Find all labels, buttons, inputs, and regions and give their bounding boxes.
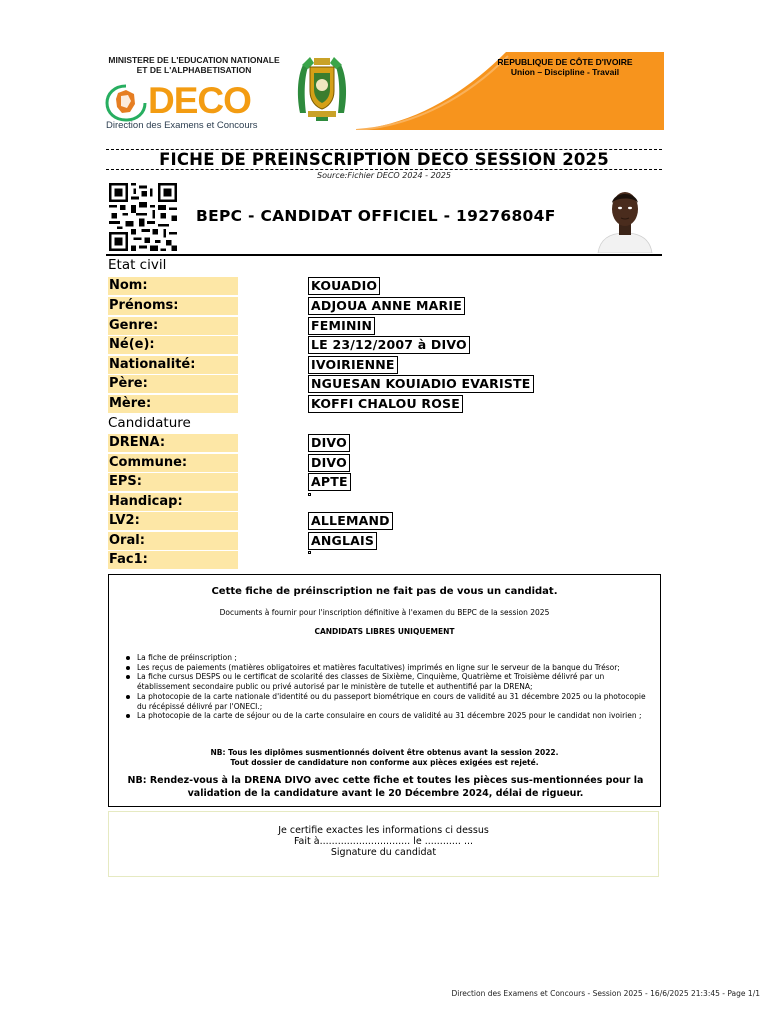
value-naissance: LE 23/12/2007 à DIVO (308, 336, 470, 354)
nb-diplomas-line-2: Tout dossier de candidature non conforme aux pièces exigées est rejeté. (230, 758, 539, 767)
value-lv2: ALLEMAND (308, 512, 393, 530)
label-commune: Commune: (108, 454, 238, 472)
nb-diplomas (109, 748, 660, 768)
label-fac1: Fac1: (108, 551, 238, 569)
value-mere: KOFFI CHALOU ROSE (308, 395, 463, 413)
deco-logo (104, 80, 264, 132)
section-candidature: Candidature (108, 415, 191, 431)
certification-box (108, 811, 659, 877)
header-divider (106, 254, 662, 256)
value-oral: ANGLAIS (308, 532, 377, 550)
republic-motto: Union – Discipline - Travail (510, 67, 620, 77)
label-pere: Père: (108, 375, 238, 393)
value-pere: NGUESAN KOUIADIO EVARISTE (308, 375, 534, 393)
certification-place-date: Fait à.............................. le ............ ... (293, 836, 474, 847)
notice-subtitle: Documents à fournir pour l'inscription définitive à l'examen du BEPC de la session 2025 (219, 608, 550, 617)
source-note: Source:Fichier DECO 2024 - 2025 (317, 171, 451, 180)
ministry-line-2: ET DE L'ALPHABETISATION (136, 65, 252, 75)
label-nationalite: Nationalité: (108, 356, 238, 374)
certification-signature: Signature du candidat (330, 847, 437, 858)
nb-diplomas-line-1: NB: Tous les diplômes susmentionnés doivent être obtenus avant la session 2022. (210, 748, 559, 757)
value-nationalite: IVOIRIENNE (308, 356, 398, 374)
republic-header (470, 57, 660, 77)
ministry-name (104, 55, 284, 75)
list-item: La photocopie de la carte de séjour ou de la carte consulaire en cours de validité au 31 décembre 2025 pour le candidat non ivoirien ; (125, 711, 657, 721)
qr-code-icon (107, 183, 179, 251)
logo-text: DECO (148, 80, 251, 121)
label-lv2: LV2: (108, 512, 238, 530)
notice-candidates: CANDIDATS LIBRES UNIQUEMENT (314, 627, 455, 636)
label-eps: EPS: (108, 473, 238, 491)
value-drena: DIVO (308, 434, 350, 452)
value-handicap (308, 493, 311, 496)
label-drena: DRENA: (108, 434, 238, 452)
value-fac1 (308, 551, 311, 554)
value-eps: APTE (308, 473, 351, 491)
page-footer: Direction des Examens et Concours - Session 2025 - 16/6/2025 21:3:45 - Page 1/1 (451, 989, 760, 998)
section-etat-civil: Etat civil (108, 257, 167, 273)
ministry-line-1: MINISTERE DE L'EDUCATION NATIONALE (108, 55, 280, 65)
list-item: La photocopie de la carte nationale d'identité ou du passeport biométrique en cours de validité au 31 décembre 2025 ou la photocopie du récépissé délivré par l'ONECI.; (125, 692, 657, 711)
deco-map-icon (104, 82, 148, 122)
list-item: La fiche cursus DESPS ou le certificat de scolarité des classes de Sixième, Cinquième, Quatrième et Troisième délivré par un établissement secondaire public ou privé autorisé par le ministère de tutelle et authentifié par la DRENA; (125, 672, 657, 691)
label-mere: Mère: (108, 395, 238, 413)
candidate-title: BEPC - CANDIDAT OFFICIEL - 19276804F (196, 207, 556, 225)
notice-title: Cette fiche de préinscription ne fait pas de vous un candidat. (211, 586, 558, 597)
nb-drena: NB: Rendez-vous à la DRENA DIVO avec cette fiche et toutes les pièces sus-mentionnées pour la validation de la candidature avant le 20 Décembre 2024, délai de rigueur. (127, 775, 644, 799)
page-title: FICHE DE PREINSCRIPTION DECO SESSION 2025 (159, 150, 609, 169)
title-divider-bottom (106, 169, 662, 170)
republic-name: REPUBLIQUE DE CÔTE D'IVOIRE (497, 57, 633, 67)
list-item: La fiche de préinscription ; (125, 653, 657, 663)
certification-text: Je certifie exactes les informations ci dessus (278, 825, 489, 836)
label-nom: Nom: (108, 277, 238, 295)
list-item: Les reçus de paiements (matières obligatoires et matières facultatives) imprimés en ligne sur le serveur de la banque du Trésor; (125, 663, 657, 673)
label-genre: Genre: (108, 317, 238, 335)
coat-of-arms-icon (290, 53, 354, 123)
value-prenoms: ADJOUA ANNE MARIE (308, 297, 465, 315)
value-commune: DIVO (308, 454, 350, 472)
value-genre: FEMININ (308, 317, 375, 335)
label-prenoms: Prénoms: (108, 297, 238, 315)
label-naissance: Né(e): (108, 336, 238, 354)
label-handicap: Handicap: (108, 493, 238, 511)
value-nom: KOUADIO (308, 277, 380, 295)
notice-box (108, 574, 661, 807)
label-oral: Oral: (108, 532, 238, 550)
documents-list (125, 653, 657, 721)
candidate-photo (590, 183, 660, 253)
logo-subtitle: Direction des Examens et Concours (106, 120, 258, 131)
